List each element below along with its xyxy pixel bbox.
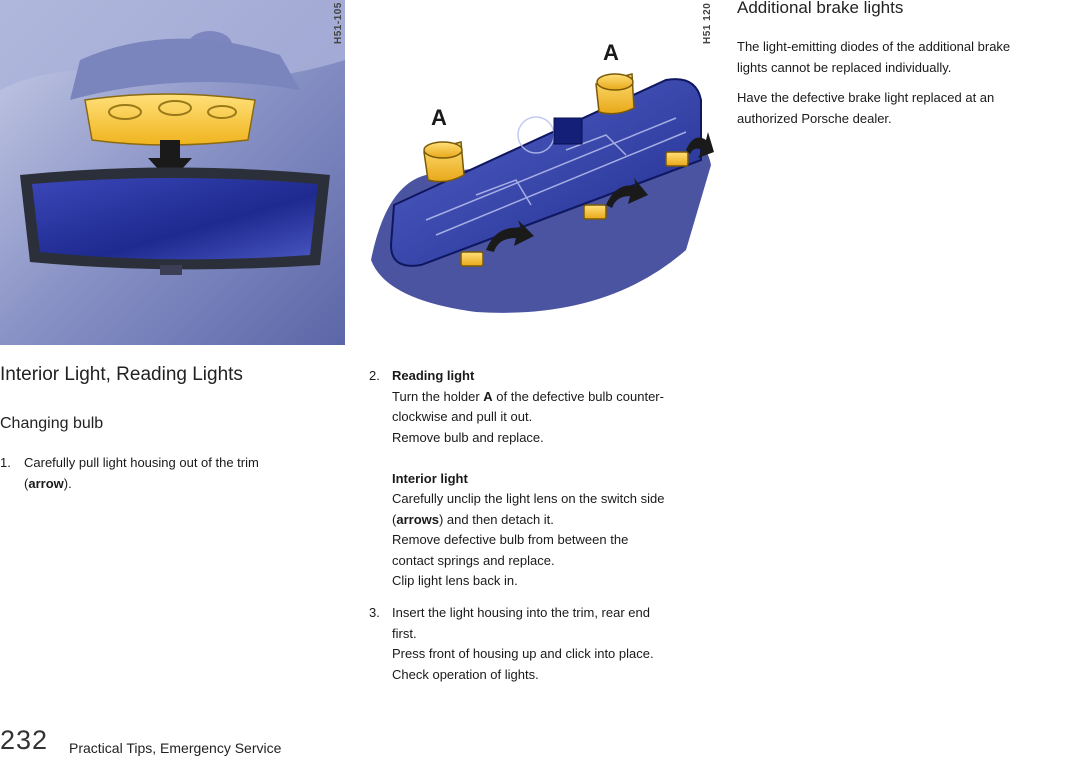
- figure-light-housing: [366, 0, 715, 345]
- step-1-line-2: (arrow).: [24, 475, 72, 491]
- step-number: 1.: [0, 455, 11, 470]
- step-3-line-3: Press front of housing up and click into place.: [392, 646, 654, 661]
- reading-line-1: Turn the holder A of the defective bulb counter-: [392, 388, 664, 404]
- step-3-line-4: Check operation of lights.: [392, 666, 539, 682]
- step-2-text: [392, 366, 722, 592]
- figure-code: H51-105: [333, 2, 344, 44]
- brake-lights-para-2: Have the defective brake light replaced at an authorized Porsche dealer.: [737, 90, 995, 126]
- figure-code: H51 120: [702, 2, 713, 44]
- page-number: 232: [0, 725, 49, 755]
- interior-line-1: Carefully unclip the light lens on the switch side: [392, 491, 665, 506]
- interior-line-4: contact springs and replace.: [392, 552, 555, 568]
- arrow-ref: arrow: [28, 475, 64, 491]
- housing-illustration: [366, 0, 715, 345]
- reading-line-3: Remove bulb and replace.: [392, 429, 544, 445]
- section-subtitle: Changing bulb: [0, 415, 104, 432]
- step-number: 2.: [369, 368, 380, 383]
- reading-line-2: clockwise and pull it out.: [392, 409, 533, 424]
- holder-marker-right: A: [603, 40, 619, 65]
- interior-light-heading: Interior light: [392, 470, 468, 486]
- holder-marker-left: A: [431, 105, 447, 130]
- interior-line-5: Clip light lens back in.: [392, 573, 518, 588]
- step-3-text: [392, 603, 722, 685]
- brake-lights-title: Additional brake lights: [737, 0, 904, 17]
- step-1-text: [24, 453, 324, 494]
- step-3-line-2: first.: [392, 625, 417, 641]
- interior-line-2: (arrows) and then detach it.: [392, 511, 554, 527]
- interior-line-3: Remove defective bulb from between the: [392, 532, 629, 547]
- reading-light-heading: Reading light: [392, 368, 475, 383]
- step-number: 3.: [369, 605, 380, 620]
- figure-interior-light-removal: [0, 0, 345, 345]
- section-name: Practical Tips, Emergency Service: [69, 740, 282, 756]
- page-title: Interior Light, Reading Lights: [0, 364, 243, 385]
- brake-lights-para-1: The light-emitting diodes of the additional brake lights cannot be replaced individually.: [737, 39, 1011, 75]
- step-3-line-1: Insert the light housing into the trim, rear end: [392, 605, 650, 620]
- step-1-line-1: Carefully pull light housing out of the trim: [24, 455, 259, 470]
- mirror-illustration: [0, 0, 345, 345]
